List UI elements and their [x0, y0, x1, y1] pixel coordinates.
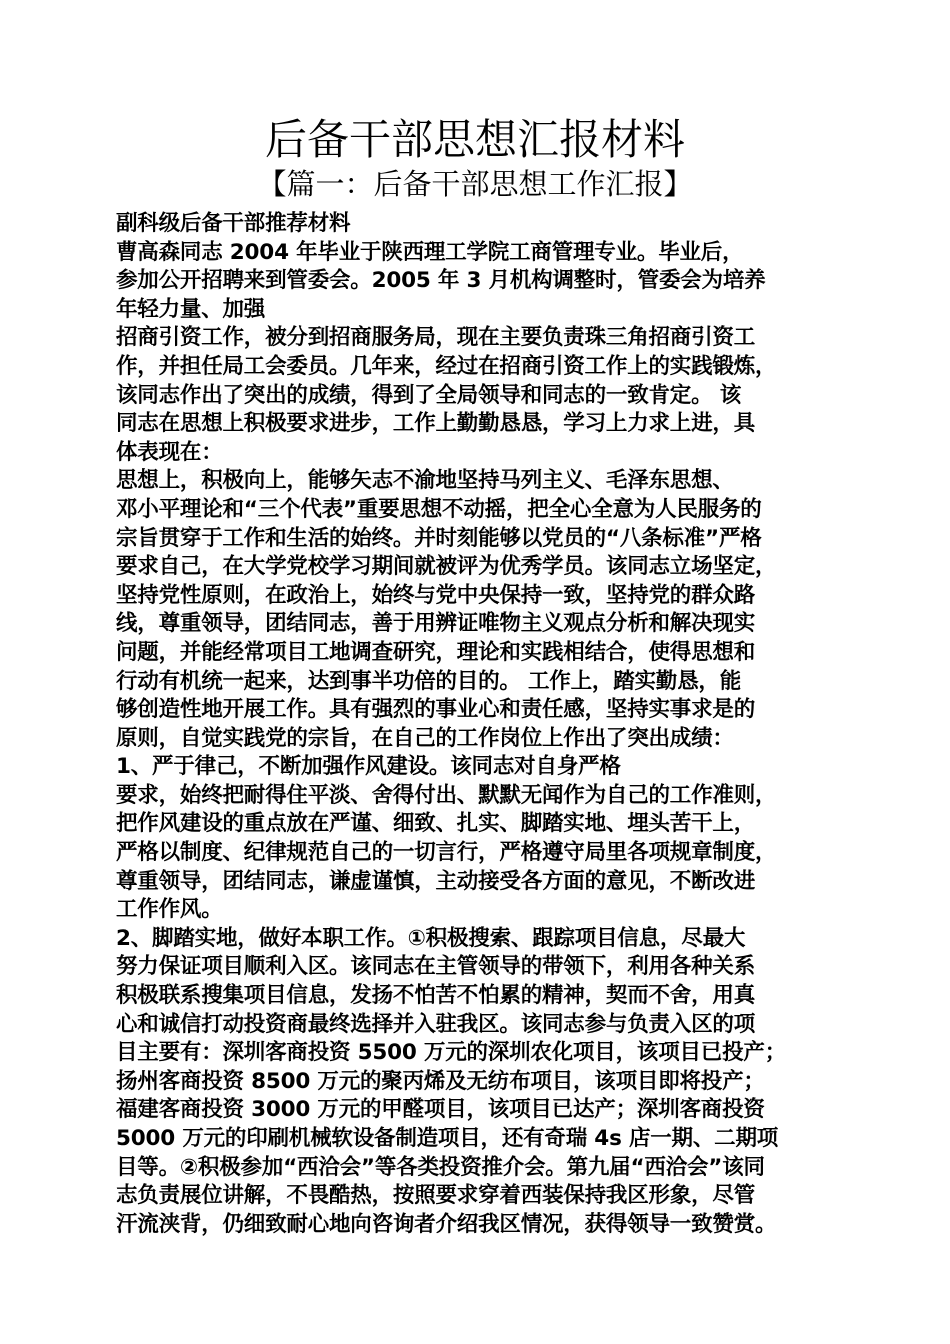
- text-line: 5000 万元的印刷机械软设备制造项目，还有奇瑞 4s 店一期、二期项: [116, 1126, 779, 1151]
- text-line: 体表现在：: [116, 439, 223, 465]
- text-line: 招商引资工作，被分到招商服务局，现在主要负责珠三角招商引资工: [116, 325, 756, 351]
- text-line: 志负责展位讲解，不畏酷热，按照要求穿着西装保持我区形象，尽管: [116, 1183, 756, 1209]
- text-line: 尊重领导，团结同志，谦虚谨慎，主动接受各方面的意见，不断改进: [116, 868, 756, 894]
- text-line: 副科级后备干部推荐材料: [116, 211, 351, 236]
- text-line: 宗旨贯穿于工作和生活的始终。并时刻能够以党员的“八条标准”严格: [116, 525, 762, 551]
- text-line: 思想上，积极向上，能够矢志不渝地坚持马列主义、毛泽东思想、: [116, 468, 734, 494]
- text-line: 福建客商投资 3000 万元的甲醛项目，该项目已达产；深圳客商投资: [116, 1097, 765, 1123]
- document-title: 后备干部思想汇报材料: [264, 115, 685, 164]
- text-line: 曹高森同志 2004 年毕业于陕西理工学院工商管理专业。毕业后，: [116, 239, 744, 265]
- text-line: 问题，并能经常项目工地调查研究，理论和实践相结合，使得思想和: [116, 639, 756, 665]
- text-line: 该同志作出了突出的成绩，得到了全局领导和同志的一致肯定。 该: [116, 382, 741, 408]
- text-line: 要求，始终把耐得住平淡、舍得付出、默默无闻作为自己的工作准则，: [116, 782, 777, 808]
- text-line: 心和诚信打动投资商最终选择并入驻我区。该同志参与负责入区的项: [116, 1011, 756, 1037]
- text-line: 1、严于律己，不断加强作风建设。该同志对自身严格: [116, 754, 621, 780]
- text-line: 工作作风。: [116, 897, 223, 923]
- text-line: 作，并担任局工会委员。几年来，经过在招商引资工作上的实践锻炼，: [116, 353, 777, 379]
- document-subtitle: 【篇一：后备干部思想工作汇报】: [257, 167, 693, 201]
- document-body: [116, 210, 846, 1239]
- text-line: 目等。②积极参加“西洽会”等各类投资推介会。第九届“西洽会”该同: [116, 1154, 765, 1180]
- text-line: 行动有机统一起来，达到事半功倍的目的。 工作上，踏实勤恳，能: [116, 668, 741, 694]
- text-line: 够创造性地开展工作。具有强烈的事业心和责任感，坚持实事求是的: [116, 697, 756, 723]
- text-line: 扬州客商投资 8500 万元的聚丙烯及无纺布项目，该项目即将投产；: [116, 1068, 765, 1094]
- text-line: 把作风建设的重点放在严谨、细致、扎实、脚踏实地、埋头苦干上，: [116, 811, 756, 837]
- text-line: 线，尊重领导，团结同志，善于用辨证唯物主义观点分析和解决现实: [116, 611, 756, 637]
- text-line: 严格以制度、纪律规范自己的一切言行，严格遵守局里各项规章制度，: [116, 840, 777, 866]
- text-line: 目主要有：深圳客商投资 5500 万元的深圳农化项目，该项目已投产；: [116, 1040, 787, 1066]
- text-line: 积极联系搜集项目信息，发扬不怕苦不怕累的精神，契而不舍，用真: [116, 983, 756, 1009]
- text-line: 原则，自觉实践党的宗旨，在自己的工作岗位上作出了突出成绩：: [116, 725, 734, 751]
- text-line: 要求自己，在大学党校学习期间就被评为优秀学员。该同志立场坚定，: [116, 554, 777, 580]
- text-line: 同志在思想上积极要求进步，工作上勤勤恳恳，学习上力求上进，具: [116, 411, 756, 437]
- text-line: 年轻力量、加强: [116, 296, 266, 322]
- text-line: 邓小平理论和“三个代表”重要思想不动摇，把全心全意为人民服务的: [116, 496, 762, 522]
- text-line: 参加公开招聘来到管委会。2005 年 3 月机构调整时，管委会为培养: [116, 268, 766, 294]
- text-line: 努力保证项目顺利入区。该同志在主管领导的带领下，利用各种关系: [116, 954, 756, 980]
- text-line: 2、脚踏实地，做好本职工作。①积极搜索、跟踪项目信息，尽最大: [116, 925, 746, 951]
- text-line: 坚持党性原则，在政治上，始终与党中央保持一致，坚持党的群众路: [116, 582, 756, 608]
- text-line: 汗流浃背，仍细致耐心地向咨询者介绍我区情况，获得领导一致赞赏。: [116, 1211, 777, 1237]
